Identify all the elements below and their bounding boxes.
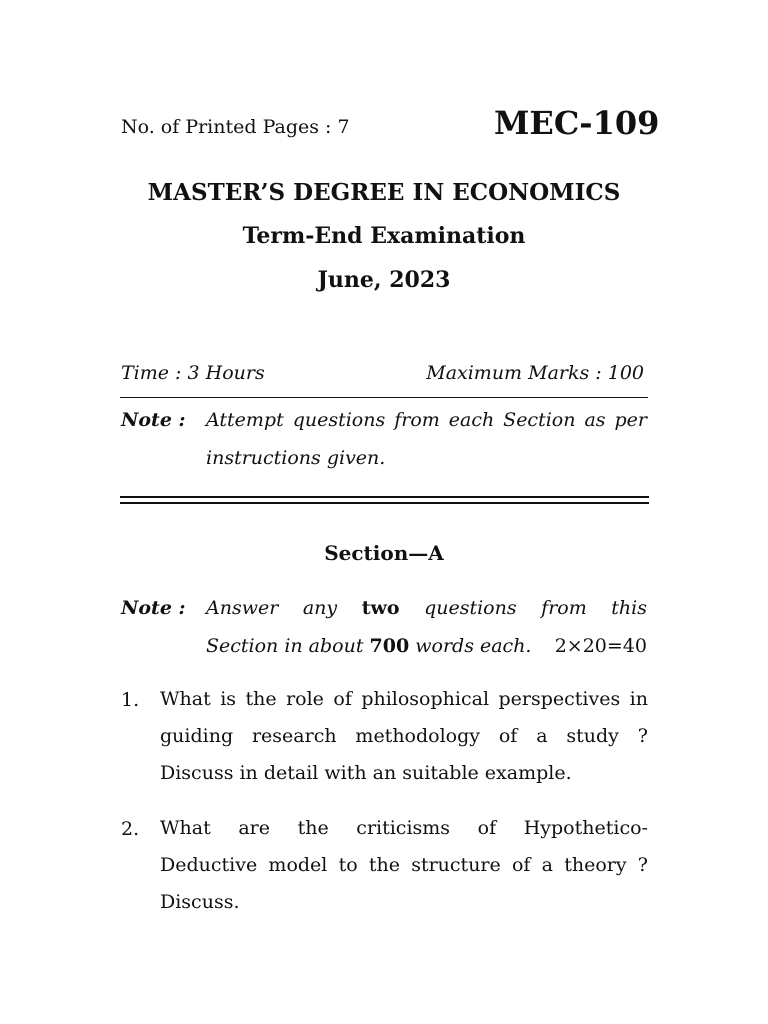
question-line: Deductive model to the structure of a theory ? bbox=[160, 854, 648, 876]
question-line bbox=[160, 718, 648, 755]
word-count: 700 bbox=[369, 635, 410, 657]
course-code: MEC-109 bbox=[494, 104, 660, 142]
note-word: Answer bbox=[206, 597, 279, 619]
section-note-line bbox=[206, 589, 647, 627]
section-note-label: Note : bbox=[121, 597, 186, 619]
exam-time: Time : 3 Hours bbox=[121, 362, 265, 384]
question-line: Discuss in detail with an suitable example. bbox=[160, 762, 572, 784]
section-heading: Section—A bbox=[324, 541, 444, 565]
question-word: criticisms bbox=[356, 817, 451, 839]
note-word: questions bbox=[424, 597, 517, 619]
note-word: from bbox=[541, 597, 587, 619]
question-line: Discuss. bbox=[160, 891, 240, 913]
question-text bbox=[160, 810, 648, 921]
question-number: 2. bbox=[121, 818, 140, 840]
divider bbox=[120, 397, 648, 398]
section-note-line bbox=[206, 627, 647, 665]
note-word-emphasis: two bbox=[361, 597, 400, 619]
question-word: research bbox=[251, 725, 337, 747]
printed-pages-count: No. of Printed Pages : 7 bbox=[121, 116, 350, 138]
question-word: study bbox=[566, 725, 619, 747]
question-word: ? bbox=[637, 725, 648, 747]
exam-title: Term-End Examination bbox=[242, 223, 526, 249]
question-word: of bbox=[498, 725, 518, 747]
section-note-text bbox=[206, 589, 647, 665]
note-word: this bbox=[611, 597, 647, 619]
question-word: Hypothetico- bbox=[523, 817, 648, 839]
note-word-group bbox=[206, 627, 531, 665]
question-word: a bbox=[536, 725, 548, 747]
question-word: What bbox=[160, 817, 211, 839]
question-number: 1. bbox=[121, 689, 140, 711]
note-word: any bbox=[302, 597, 338, 619]
question-word: are bbox=[238, 817, 270, 839]
double-divider bbox=[120, 496, 649, 504]
note-text: Section in about bbox=[206, 635, 364, 657]
note-text: words each. bbox=[415, 635, 532, 657]
question-text bbox=[160, 681, 648, 792]
question-line bbox=[160, 810, 648, 847]
general-note-text bbox=[206, 401, 647, 477]
maximum-marks: Maximum Marks : 100 bbox=[426, 362, 644, 384]
question-word: of bbox=[477, 817, 497, 839]
question-word: methodology bbox=[355, 725, 481, 747]
question-line: What is the role of philosophical perspectives in bbox=[160, 688, 648, 710]
section-marks: 2×20=40 bbox=[554, 635, 647, 657]
degree-title: MASTER’S DEGREE IN ECONOMICS bbox=[147, 179, 621, 206]
question-word: guiding bbox=[160, 725, 234, 747]
general-note-label: Note : bbox=[121, 409, 186, 431]
general-note-line: instructions given. bbox=[206, 447, 386, 469]
exam-session: June, 2023 bbox=[317, 267, 451, 293]
question-word: the bbox=[297, 817, 329, 839]
general-note-line: Attempt questions from each Section as per bbox=[206, 409, 647, 431]
